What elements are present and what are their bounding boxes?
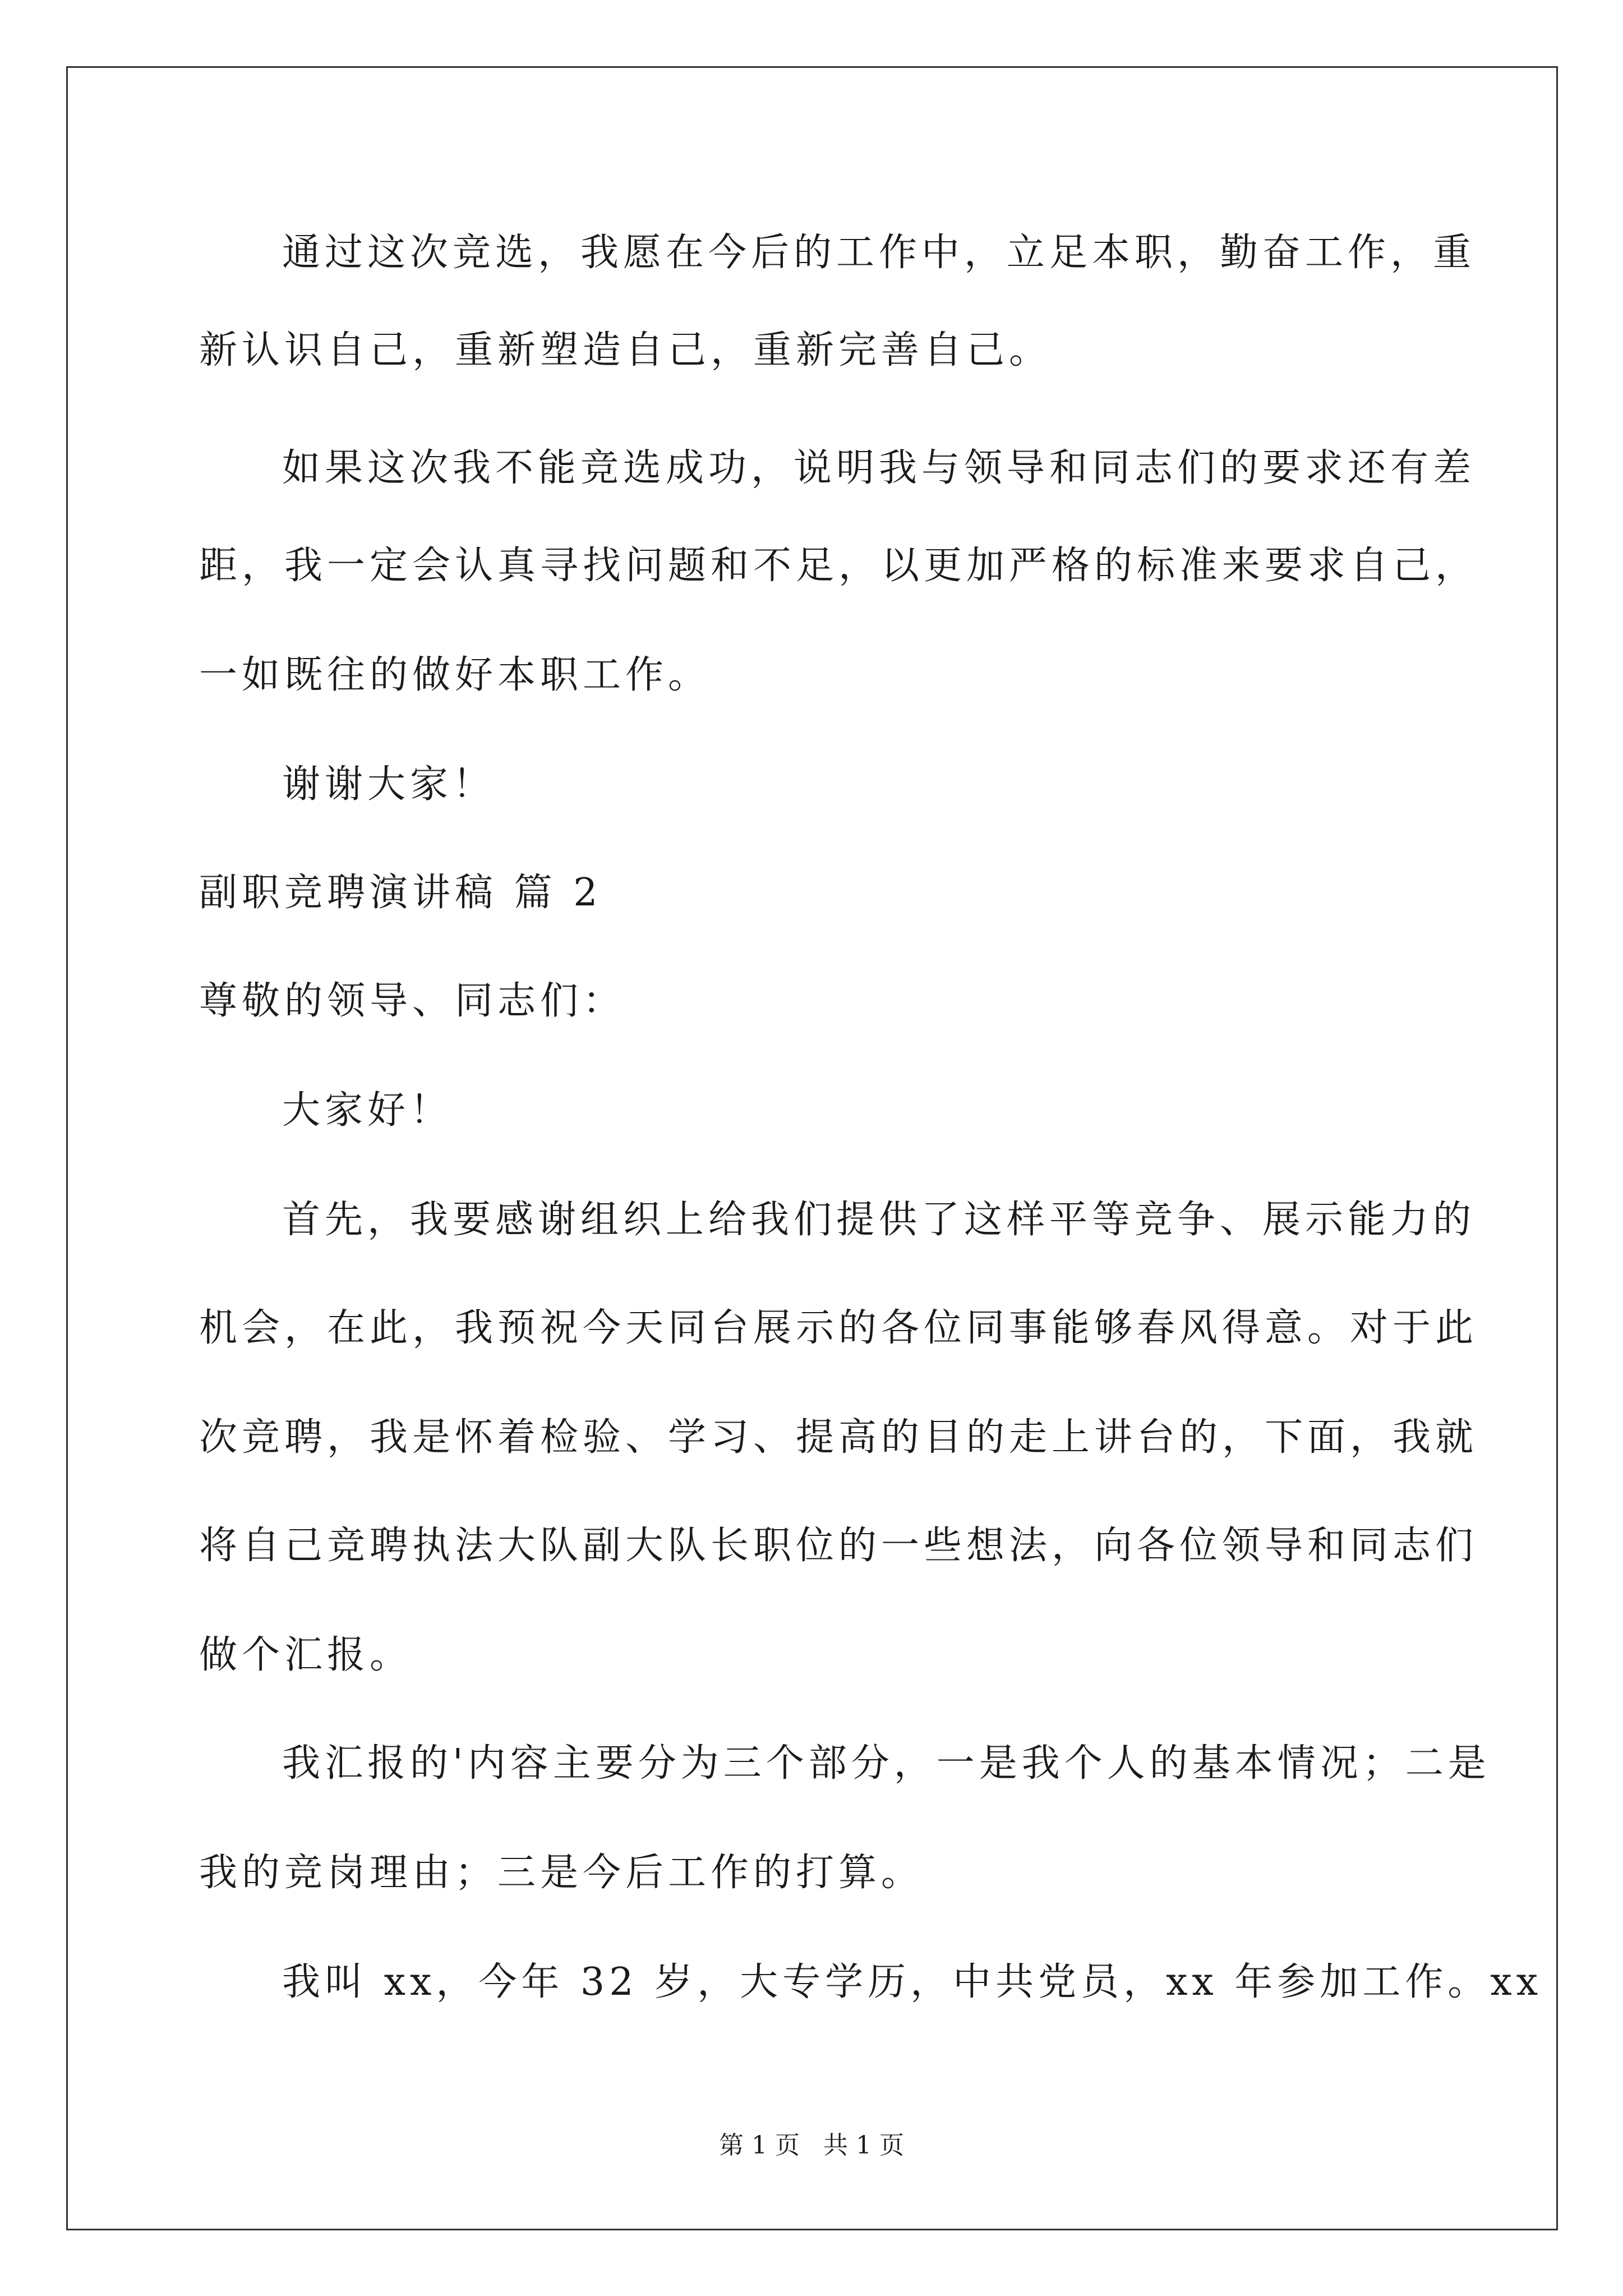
- paragraph-line: 机会，在此，我预祝今天同台展示的各位同事能够春风得意。对于此: [199, 1306, 1478, 1350]
- salutation: 尊敬的领导、同志们：: [199, 979, 626, 1023]
- paragraph-line: 通过这次竞选，我愿在今后的工作中，立足本职，勤奋工作，重: [282, 231, 1476, 275]
- paragraph-line: 首先，我要感谢组织上给我们提供了这样平等竞争、展示能力的: [282, 1198, 1476, 1242]
- paragraph-line: 新认识自己，重新塑造自己，重新完善自己。: [199, 328, 1052, 372]
- paragraph-line: 如果这次我不能竞选成功，说明我与领导和同志们的要求还有差: [282, 446, 1476, 490]
- paragraph-line: 我叫 xx，今年 32 岁，大专学历，中共党员，xx 年参加工作。xx: [282, 1960, 1543, 2004]
- paragraph-line: 距，我一定会认真寻找问题和不足，以更加严格的标准来要求自己，: [199, 544, 1478, 588]
- page-border: [66, 66, 1558, 2230]
- page-footer: 第 1 页 共 1 页: [719, 2131, 904, 2160]
- paragraph-line: 我汇报的'内容主要分为三个部分，一是我个人的基本情况；二是: [282, 1741, 1491, 1786]
- paragraph-line: 将自己竞聘执法大队副大队长职位的一些想法，向各位领导和同志们: [199, 1524, 1478, 1568]
- paragraph-line: 一如既往的做好本职工作。: [199, 653, 711, 697]
- paragraph-line: 我的竞岗理由；三是今后工作的打算。: [199, 1851, 924, 1895]
- paragraph-line: 大家好！: [282, 1088, 453, 1133]
- paragraph-line: 谢谢大家！: [282, 762, 496, 807]
- paragraph-line: 做个汇报。: [199, 1633, 413, 1677]
- section-heading: 副职竞聘演讲稿 篇 2: [199, 871, 602, 915]
- paragraph-line: 次竞聘，我是怀着检验、学习、提高的目的走上讲台的，下面，我就: [199, 1415, 1478, 1460]
